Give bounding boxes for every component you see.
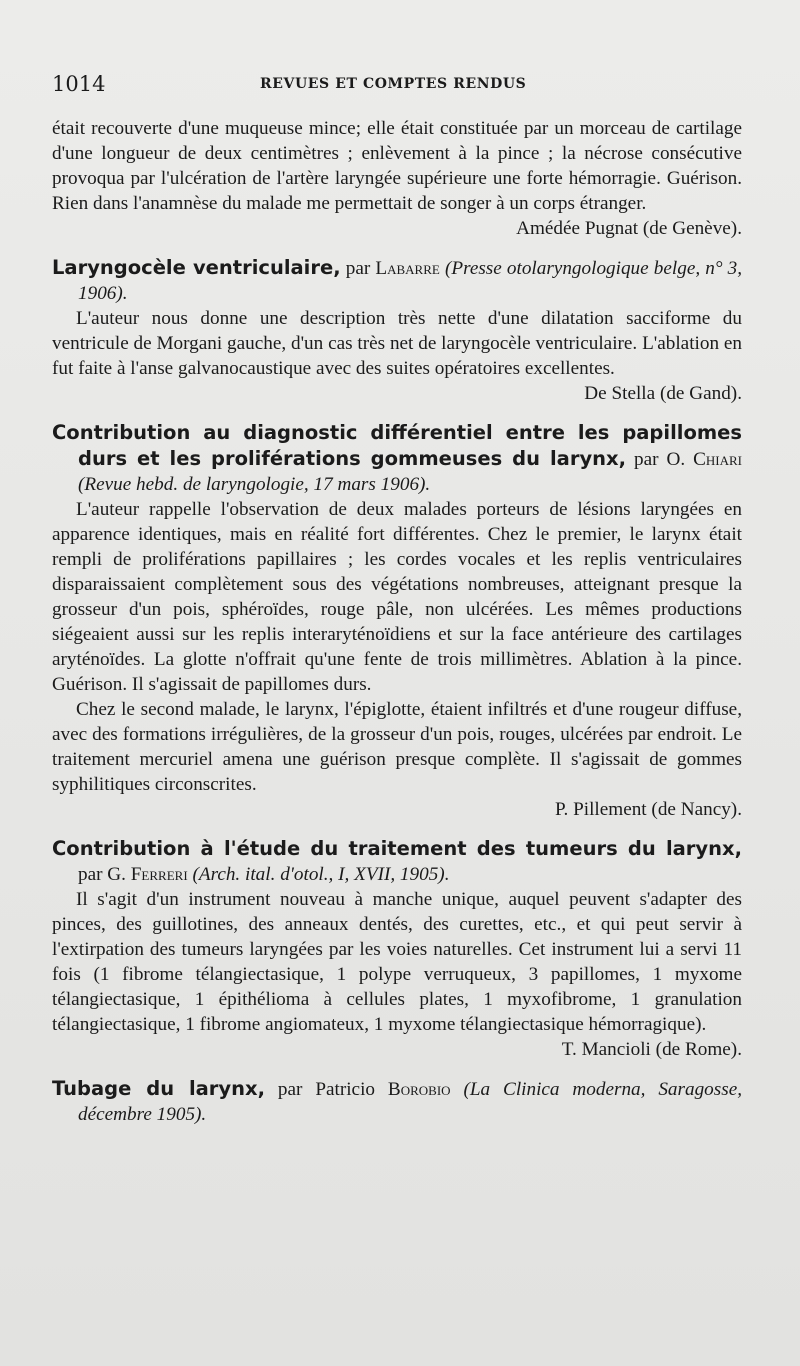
entry-title: Contribution à l'étude du traitement des tumeurs du larynx, bbox=[52, 837, 742, 860]
entry-signature: De Stella (de Gand). bbox=[584, 383, 742, 404]
entry-heading bbox=[52, 420, 742, 497]
entry-signature: T. Mancioli (de Rome). bbox=[561, 1039, 742, 1060]
entry-heading bbox=[52, 836, 742, 887]
intro-signature: Amédée Pugnat (de Genève). bbox=[516, 218, 742, 239]
entry-source: (Arch. ital. d'otol., I, XVII, 1905). bbox=[192, 864, 450, 885]
entry-byline: par O. bbox=[634, 449, 686, 470]
page-number: 1014 bbox=[52, 72, 106, 96]
entry-paragraph: Chez le second malade, le larynx, l'épiglotte, étaient infiltrés et d'une rougeur diffuse, avec des formations irrégulières, de la grosseur d'un pois, rouges, ulcérées par endroit. Le traitement mercuriel amena une guérison presque complète. Il s'agissait de gommes syphilitiques circonscrites. bbox=[52, 699, 742, 795]
entry-title: Tubage du larynx, bbox=[52, 1077, 266, 1100]
review-entry-tumeurs bbox=[52, 836, 742, 1062]
running-head: REVUES ET COMPTES RENDUS bbox=[260, 76, 527, 92]
entry-signature: P. Pillement (de Nancy). bbox=[554, 799, 742, 820]
entry-author: Chiari bbox=[693, 449, 742, 470]
entry-paragraph: L'auteur nous donne une description très nette d'une dilatation sacciforme du ventricule de Morgani gauche, d'un cas très net de laryngocèle ventriculaire. L'ablation en fut faite à l'anse galvanocaustique avec des suites opératoires excellentes. bbox=[52, 308, 742, 379]
page-header bbox=[52, 72, 742, 100]
review-entry-tubage bbox=[52, 1076, 742, 1127]
entry-byline: par bbox=[345, 258, 371, 279]
review-entry-papillomes bbox=[52, 420, 742, 822]
entry-paragraph: Il s'agit d'un instrument nouveau à manche unique, auquel peuvent s'adapter des pinces, des guillotines, des anneaux dentés, des curettes, etc., et qui peut servir à l'extirpation des tumeurs laryngées par les voies naturelles. Cet instrument lui a servi 11 fois (1 fibrome télangiectasique, 1 polype verruqueux, 3 papillomes, 1 myxome télangiectasique, 1 épithélioma à cellules plates, 1 myxofibrome, 1 granulation télangiectasique, 1 fibrome angiomateux, 1 myxome télangiectasique hémorragique). bbox=[52, 889, 742, 1035]
entry-title: Contribution au diagnostic différentiel entre les papillomes durs et les proliférations gommeuses du larynx, bbox=[52, 421, 742, 470]
entry-author: Labarre bbox=[375, 258, 440, 279]
entry-source: (Revue hebd. de laryngologie, 17 mars 1906). bbox=[78, 474, 431, 495]
entry-author: Ferreri bbox=[130, 864, 188, 885]
entry-source: (La Clinica moderna, Saragosse, décembre 1905). bbox=[78, 1079, 743, 1125]
entry-paragraph: L'auteur rappelle l'observation de deux malades porteurs de lésions laryngées en apparence identiques, mais en réalité fort différentes. Chez le premier, le larynx était rempli de proliférations papillaires ; les cordes vocales et les replis ventriculaires disparaissaient complètement sous des végétations nombreuses, atteignant presque la grosseur d'un pois, sphéroïdes, rouge pâle, non ulcérées. Les mêmes productions siégeaient aussi sur les replis interaryténoïdiens et sur la face antérieure des cartilages aryténoïdes. La glotte n'offrait qu'une fente de trois millimètres. Ablation à la pince. Guérison. Il s'agissait de papillomes durs. bbox=[52, 499, 742, 695]
page-body bbox=[52, 116, 742, 1127]
intro-paragraph: était recouverte d'une muqueuse mince; elle était constituée par un morceau de cartilage d'une longueur de deux centimètres ; enlèvement à la pince ; la nécrose consécutive provoqua par l'ulcération de l'artère laryngée supérieure une forte hémorragie. Guérison. Rien dans l'anamnèse du malade me permettait de songer à un corps étranger. bbox=[52, 118, 742, 214]
entry-title: Laryngocèle ventriculaire, bbox=[52, 256, 341, 279]
entry-byline: par Patricio bbox=[277, 1079, 376, 1100]
entry-heading bbox=[52, 255, 742, 306]
entry-author: Borobio bbox=[387, 1079, 451, 1100]
entry-source: (Presse otolaryngologique belge, n° 3, 1906). bbox=[78, 258, 743, 304]
entry-byline: par G. bbox=[78, 864, 126, 885]
review-entry-laryngocele bbox=[52, 255, 742, 406]
entry-heading bbox=[52, 1076, 742, 1127]
